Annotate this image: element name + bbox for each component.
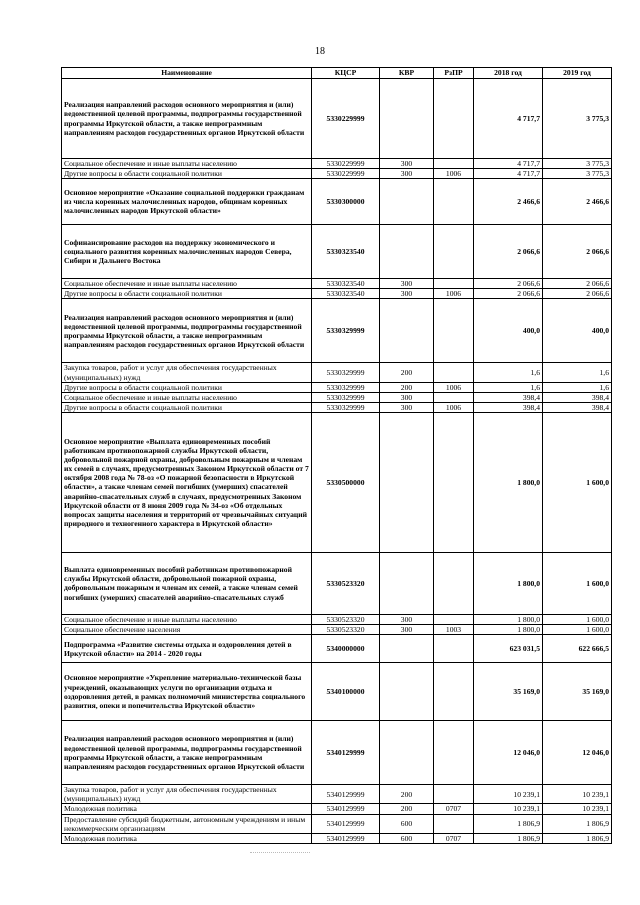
cell-2018: 2 066,6	[474, 279, 543, 289]
cell-name: Закупка товаров, работ и услуг для обеспечения государственных (муниципальных) нужд	[62, 785, 312, 804]
cell-rzpr	[434, 179, 474, 225]
cell-rzpr	[434, 392, 474, 402]
cell-kvr	[380, 79, 434, 159]
cell-2018: 1 800,0	[474, 552, 543, 614]
cell-2019: 1 806,9	[543, 833, 612, 843]
cell-kcsr: 5330323540	[312, 225, 380, 279]
cell-2019: 3 775,3	[543, 169, 612, 179]
table-row	[62, 225, 612, 279]
cell-name: Социальное обеспечение и иные выплаты населению	[62, 279, 312, 289]
cell-kcsr: 5340129999	[312, 785, 380, 804]
cell-name: Софинансирование расходов на поддержку экономического и социального развития коренных малочисленных народов Севера, Сибири и Дальнего Востока	[62, 225, 312, 279]
cell-2018: 2 066,6	[474, 289, 543, 299]
cell-kcsr: 5330329999	[312, 382, 380, 392]
cell-kcsr: 5330323540	[312, 279, 380, 289]
cell-rzpr	[434, 635, 474, 663]
cell-name: Другие вопросы в области социальной политики	[62, 402, 312, 412]
cell-kcsr: 5330523320	[312, 625, 380, 635]
cell-rzpr	[434, 279, 474, 289]
cell-kvr	[380, 635, 434, 663]
cell-kcsr: 5340129999	[312, 833, 380, 843]
cell-name: Основное мероприятие «Оказание социальной поддержки гражданам из числа коренных малочисленных народов, общинам коренных малочисленных народов Иркутской области»	[62, 179, 312, 225]
table-row	[62, 363, 612, 382]
table-row	[62, 382, 612, 392]
cell-name: Реализация направлений расходов основного мероприятия и (или) ведомственной целевой программы, подпрограммы государственной программы Иркутской области, а также непрограммным направлениям расходов государственных органов Иркутской области	[62, 79, 312, 159]
cell-2018: 398,4	[474, 392, 543, 402]
cell-kcsr: 5330229999	[312, 169, 380, 179]
cell-name: Социальное обеспечение населения	[62, 625, 312, 635]
cell-name: Реализация направлений расходов основного мероприятия и (или) ведомственной целевой программы, подпрограммы государственной программы Иркутской области, а также непрограммным направлениям расходов государственных органов Иркутской области	[62, 299, 312, 363]
table-row	[62, 392, 612, 402]
cell-2019: 1 600,0	[543, 552, 612, 614]
table-row	[62, 279, 612, 289]
cell-2019: 10 239,1	[543, 785, 612, 804]
header-kvr: КВР	[380, 68, 434, 79]
cell-rzpr: 0707	[434, 804, 474, 814]
cell-rzpr	[434, 412, 474, 552]
cell-kvr: 200	[380, 363, 434, 382]
table-row	[62, 663, 612, 721]
table-row	[62, 299, 612, 363]
cell-2019: 2 066,6	[543, 289, 612, 299]
cell-rzpr	[434, 299, 474, 363]
cell-2018: 1 806,9	[474, 833, 543, 843]
table-row	[62, 625, 612, 635]
cell-2019: 12 046,0	[543, 721, 612, 785]
cell-kcsr: 5340129999	[312, 804, 380, 814]
cell-rzpr	[434, 225, 474, 279]
table-row	[62, 833, 612, 843]
cell-2019: 2 066,6	[543, 279, 612, 289]
table-header-row	[62, 68, 612, 79]
table-row	[62, 721, 612, 785]
cell-2019: 1 600,0	[543, 625, 612, 635]
cell-2019: 1 600,0	[543, 614, 612, 624]
cell-kvr: 200	[380, 382, 434, 392]
cell-kvr	[380, 663, 434, 721]
cell-kvr	[380, 721, 434, 785]
budget-table	[61, 67, 612, 844]
cell-name: Основное мероприятие «Выплата единовременных пособий работникам противопожарной службы Иркутской области, добровольной пожарной охраны, добровольным пожарным и членам их семей в случаях, предусмотренных Законом Иркутской области от 7 октября 2008 года № 78-оз «О пожарной безопасности в Иркутской области», а также членам семей погибших (умерших) спасателей аварийно-спасательных служб в случаях, предусмотренных Законом Иркутской области от 8 июня 2009 года № 34-оз «Об отдельных вопросах защиты населения и территорий от чрезвычайных ситуаций природного и техногенного характера в Иркутской области»	[62, 412, 312, 552]
cell-name: Другие вопросы в области социальной политики	[62, 382, 312, 392]
cell-kcsr: 5340129999	[312, 721, 380, 785]
cell-rzpr	[434, 814, 474, 833]
table-row	[62, 79, 612, 159]
cell-2019: 2 466,6	[543, 179, 612, 225]
cell-2018: 12 046,0	[474, 721, 543, 785]
page-number: 18	[315, 46, 325, 57]
cell-2019: 1,6	[543, 382, 612, 392]
cell-name: Закупка товаров, работ и услуг для обеспечения государственных (муниципальных) нужд	[62, 363, 312, 382]
cell-2018: 400,0	[474, 299, 543, 363]
cell-2019: 1 600,0	[543, 412, 612, 552]
cell-kcsr: 5330300000	[312, 179, 380, 225]
cell-kvr: 300	[380, 279, 434, 289]
cell-kcsr: 5330323540	[312, 289, 380, 299]
table-row	[62, 179, 612, 225]
cell-kvr: 300	[380, 392, 434, 402]
cell-rzpr	[434, 663, 474, 721]
cell-kcsr: 5330329999	[312, 402, 380, 412]
cell-kvr: 300	[380, 614, 434, 624]
cell-name: Молодежная политика	[62, 833, 312, 843]
cell-kcsr: 5340000000	[312, 635, 380, 663]
cell-name: Предоставление субсидий бюджетным, автономным учреждениям и иным некоммерческим организациям	[62, 814, 312, 833]
cell-2019: 3 775,3	[543, 79, 612, 159]
cell-name: Социальное обеспечение и иные выплаты населению	[62, 614, 312, 624]
cell-name: Основное мероприятие «Укрепление материально-технической базы учреждений, оказывающих услуги по организации отдыха и оздоровления детей, в рамках полномочий министерства социального развития, опеки и попечительства Иркутской области»	[62, 663, 312, 721]
cell-name: Социальное обеспечение и иные выплаты населению	[62, 392, 312, 402]
cell-name: Социальное обеспечение и иные выплаты населению	[62, 159, 312, 169]
cell-kvr: 200	[380, 785, 434, 804]
table-row	[62, 785, 612, 804]
cell-rzpr	[434, 552, 474, 614]
header-2019: 2019 год	[543, 68, 612, 79]
cell-2018: 10 239,1	[474, 785, 543, 804]
cell-kcsr: 5340129999	[312, 814, 380, 833]
cell-2019: 622 666,5	[543, 635, 612, 663]
table-row	[62, 169, 612, 179]
cell-rzpr	[434, 614, 474, 624]
cell-kvr: 600	[380, 814, 434, 833]
cell-rzpr	[434, 785, 474, 804]
table-row	[62, 804, 612, 814]
cell-kvr: 200	[380, 804, 434, 814]
cell-kvr	[380, 552, 434, 614]
cell-name: Выплата единовременных пособий работникам противопожарной службы Иркутской области, добровольной пожарной охраны, добровольным пожарным и членам их семей, а также членам семей погибших (умерших) спасателей аварийно-спасательных служб	[62, 552, 312, 614]
cell-rzpr: 1006	[434, 382, 474, 392]
cell-2018: 35 169,0	[474, 663, 543, 721]
cell-kvr: 300	[380, 625, 434, 635]
cell-name: Подпрограмма «Развитие системы отдыха и оздоровления детей в Иркутской области» на 2014 - 2020 годы	[62, 635, 312, 663]
table-row	[62, 402, 612, 412]
table-row	[62, 412, 612, 552]
table-row	[62, 289, 612, 299]
cell-kvr: 300	[380, 289, 434, 299]
cell-2018: 4 717,7	[474, 79, 543, 159]
cell-kvr	[380, 179, 434, 225]
table-row	[62, 614, 612, 624]
cell-kvr	[380, 225, 434, 279]
cell-2019: 10 239,1	[543, 804, 612, 814]
cell-2019: 2 066,6	[543, 225, 612, 279]
cell-name: Молодежная политика	[62, 804, 312, 814]
cell-2018: 1 800,0	[474, 412, 543, 552]
cell-rzpr	[434, 159, 474, 169]
cell-rzpr	[434, 363, 474, 382]
cell-2019: 398,4	[543, 402, 612, 412]
cell-name: Другие вопросы в области социальной политики	[62, 169, 312, 179]
cell-name: Другие вопросы в области социальной политики	[62, 289, 312, 299]
cell-kcsr: 5330229999	[312, 159, 380, 169]
cell-2018: 1 800,0	[474, 625, 543, 635]
cell-2018: 1,6	[474, 363, 543, 382]
cell-kvr: 600	[380, 833, 434, 843]
cell-kvr	[380, 412, 434, 552]
table-row	[62, 635, 612, 663]
cell-kvr: 300	[380, 169, 434, 179]
cell-kcsr: 5330329999	[312, 363, 380, 382]
table-body	[62, 79, 612, 844]
cell-rzpr: 1006	[434, 169, 474, 179]
cell-rzpr: 1006	[434, 289, 474, 299]
cell-rzpr	[434, 721, 474, 785]
cell-2019: 3 775,3	[543, 159, 612, 169]
cell-rzpr: 1003	[434, 625, 474, 635]
cell-2018: 4 717,7	[474, 169, 543, 179]
cell-kvr: 300	[380, 402, 434, 412]
cell-rzpr	[434, 79, 474, 159]
table-row	[62, 814, 612, 833]
cell-kcsr: 5330229999	[312, 79, 380, 159]
cell-2019: 1,6	[543, 363, 612, 382]
cell-kcsr: 5330523320	[312, 614, 380, 624]
cell-kvr: 300	[380, 159, 434, 169]
cell-kcsr: 5340100000	[312, 663, 380, 721]
cell-2018: 4 717,7	[474, 159, 543, 169]
cell-2018: 1 800,0	[474, 614, 543, 624]
cell-kcsr: 5330500000	[312, 412, 380, 552]
cell-2019: 35 169,0	[543, 663, 612, 721]
header-rzpr: РзПР	[434, 68, 474, 79]
cell-2019: 400,0	[543, 299, 612, 363]
cell-name: Реализация направлений расходов основного мероприятия и (или) ведомственной целевой программы, подпрограммы государственной программы Иркутской области, а также непрограммным направлениям расходов государственных органов Иркутской области	[62, 721, 312, 785]
cell-2018: 10 239,1	[474, 804, 543, 814]
cell-kvr	[380, 299, 434, 363]
cell-kcsr: 5330329999	[312, 299, 380, 363]
table-row	[62, 552, 612, 614]
cell-rzpr: 1006	[434, 402, 474, 412]
header-2018: 2018 год	[474, 68, 543, 79]
cell-kcsr: 5330329999	[312, 392, 380, 402]
header-name: Наименование	[62, 68, 312, 79]
cell-2018: 1,6	[474, 382, 543, 392]
cell-2018: 2 066,6	[474, 225, 543, 279]
cell-2018: 2 466,6	[474, 179, 543, 225]
cell-rzpr: 0707	[434, 833, 474, 843]
cell-2019: 1 806,9	[543, 814, 612, 833]
cell-kcsr: 5330523320	[312, 552, 380, 614]
header-kcsr: КЦСР	[312, 68, 380, 79]
cell-2019: 398,4	[543, 392, 612, 402]
cell-2018: 623 031,5	[474, 635, 543, 663]
cell-2018: 398,4	[474, 402, 543, 412]
scan-mark	[250, 852, 310, 854]
table-row	[62, 159, 612, 169]
cell-2018: 1 806,9	[474, 814, 543, 833]
